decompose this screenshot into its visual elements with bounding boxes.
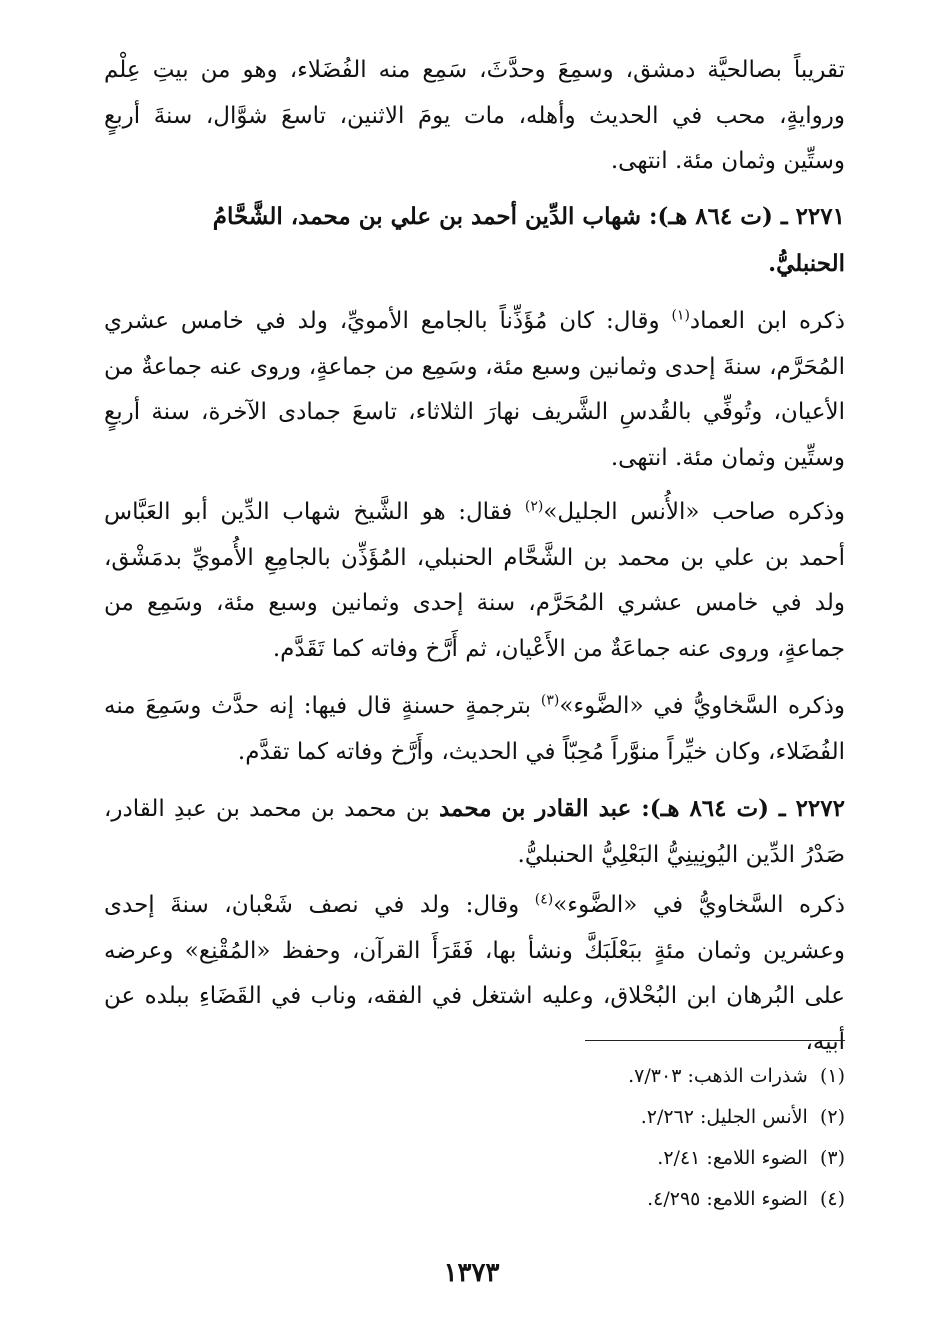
paragraph-al-sakhawi-2 <box>104 883 845 1065</box>
entry-2272-heading <box>104 786 845 878</box>
footnote-number: (٢) <box>819 1106 845 1128</box>
paragraph-text-rest: فقال: هو الشَّيخ شهاب الدِّين أبو العَبَّاس أحمد بن علي بن محمد بن الشَّحَّام الحنبلي، المُؤَذِّن بالجامِعِ الأُمويِّ بدمَشْق، ولد في خامس عشري المُحَرَّم، سنة إحدى وثمانين وسبع مئة، وسَمِع من جماعةٍ، وروى عنه جماعَةٌ من الأَعْيان، ثم أَرَّخ وفاته كما تَقَدَّم. <box>104 499 845 662</box>
paragraph-al-uns-al-jalil <box>104 490 845 672</box>
paragraph-text-rest: وقال: كان مُؤَذِّناً بالجامع الأمويِّ، ولد في خامس عشري المُحَرَّم، سنةَ إحدى وثمانين وسبع مئة، وسَمِع من جماعةٍ، وروى عنه جماعةٌ من الأعيان، وتُوفِّي بالقُدسِ الشَّريف نهارَ الثلاثاء، تاسعَ جمادى الآخرة، سنة أربعٍ وستِّين وثمان مئة. انتهى. <box>104 308 845 471</box>
footnote-reference: (٣) <box>540 692 560 709</box>
page-number: ١٣٧٣ <box>443 1258 500 1288</box>
paragraph-text-start: وذكره صاحب «الأُنس الجليل» <box>543 499 846 525</box>
footnote-reference: (٢) <box>524 498 544 515</box>
footnote-text: الأنس الجليل: ٢/٢٦٢. <box>640 1106 808 1128</box>
paragraph-text-start: وذكره السَّخاويُّ في «الضَّوء» <box>559 693 845 719</box>
footnote-item <box>647 1187 845 1211</box>
paragraph-text-rest: وقال: ولد في نصف شَعْبان، سنةَ إحدى وعشرين وثمان مئةٍ ببَعْلَبَكَّ ونشأ بها، فَقَرَأَ القرآن، وحفظ «المُقْنِع» وعرضه على البُرهان ابن البُحْلاق، وعليه اشتغل في الفقه، وناب في القَضَاءِ ببلده عن أبيه، <box>104 892 845 1055</box>
paragraph-text-rest: بترجمةٍ حسنةٍ قال فيها: إنه حدَّث وسَمِعَ منه الفُضَلاء، وكان خيِّراً منوَّراً مُحِبّاً في الحديث، وأَرَّخ وفاته كما تقدَّم. <box>104 693 845 765</box>
footnote-text: شذرات الذهب: ٧/٣٠٣. <box>628 1065 808 1087</box>
footnote-text: الضوء اللامع: ٢/٤١. <box>657 1147 808 1169</box>
footnote-reference: (١) <box>671 307 690 324</box>
entry-heading-tail: بن محمد بن محمد بن عبدِ القادر، صَدْرُ الدِّين اليُونِينِيُّ البَعْلِيُّ الحنبليُّ. <box>104 796 845 868</box>
footnote-number: (٣) <box>819 1147 845 1169</box>
footnote-item <box>657 1146 845 1170</box>
paragraph-al-sakhawi <box>104 684 845 775</box>
footnote-item <box>628 1064 845 1088</box>
paragraph-ibn-al-imad <box>104 299 845 481</box>
footnote-reference: (٤) <box>534 891 554 908</box>
entry-heading-text: ٢٢٧١ ـ (ت ٨٦٤ هـ): شهاب الدِّين أحمد بن علي بن محمد، الشَّحَّامُ <box>212 203 845 230</box>
footnote-number: (٤) <box>819 1188 845 1210</box>
footnote-divider <box>585 1040 845 1041</box>
footnote-number: (١) <box>819 1065 845 1087</box>
paragraph-text-start: ذكره ابن العماد <box>689 308 845 334</box>
paragraph-continuation: تقريباً بصالحيَّة دمشق، وسمِعَ وحدَّثَ، سَمِع منه الفُضَلاء، وهو من بيتِ عِلْم وروايةٍ، محب في الحديث وأهله، مات يومَ الاثنين، تاسعَ شوَّال، سنةَ أربعٍ وستِّين وثمان مئة. انتهى. <box>104 57 845 174</box>
footnote-item <box>641 1105 845 1129</box>
footnote-text: الضوء اللامع: ٤/٢٩٥. <box>647 1188 808 1210</box>
entry-2271-heading <box>104 194 845 287</box>
paragraph-text-start: ذكره السَّخاويُّ في «الضَّوء» <box>553 892 845 918</box>
entry-heading-tail: الحنبليُّ. <box>768 249 845 277</box>
entry-heading-text: ٢٢٧٢ ـ (ت ٨٦٤ هـ): عبد القادر بن محمد <box>438 795 845 822</box>
